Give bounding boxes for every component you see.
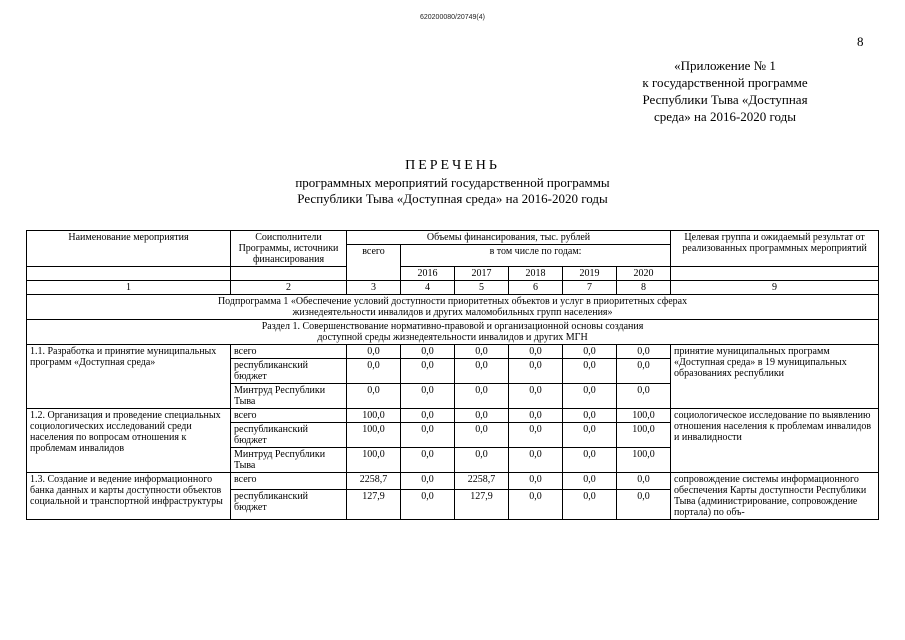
- column-index: 7: [563, 281, 617, 295]
- funding-source: всего: [231, 345, 347, 359]
- value-cell: 0,0: [347, 384, 401, 409]
- subprogram-title: Подпрограмма 1 «Обеспечение условий доступности приоритетных объектов и услуг в приоритетных сферах жизнедеятельности инвалидов и других маломобильных групп населения»: [27, 295, 879, 320]
- value-cell: 2258,7: [347, 473, 401, 490]
- appendix-line: «Приложение № 1: [674, 58, 776, 73]
- value-cell: 0,0: [509, 384, 563, 409]
- header-years-row: [27, 267, 879, 281]
- header-name-cont: [27, 267, 231, 281]
- value-cell: 0,0: [617, 345, 671, 359]
- table-row: [27, 473, 879, 490]
- value-cell: 0,0: [401, 473, 455, 490]
- funding-source: Минтруд Республики Тыва: [231, 384, 347, 409]
- column-index: 9: [671, 281, 879, 295]
- value-cell: 0,0: [563, 489, 617, 519]
- appendix-line: Республики Тыва «Доступная: [642, 92, 808, 107]
- column-index: 8: [617, 281, 671, 295]
- title-main: ПЕРЕЧЕНЬ: [405, 158, 500, 173]
- value-cell: 0,0: [509, 448, 563, 473]
- value-cell: 0,0: [509, 423, 563, 448]
- funding-source: республиканский бюджет: [231, 359, 347, 384]
- header-result: Целевая группа и ожидаемый результат от реализованных программных мероприятий: [671, 231, 879, 267]
- activity-name: 1.2. Организация и проведение специальных социологических исследований среди населения по вопросам отношения к проблемам инвалидов: [27, 409, 231, 473]
- header-total: всего: [347, 245, 401, 281]
- header-row: [27, 231, 879, 245]
- header-incl: в том числе по годам:: [401, 245, 671, 267]
- subprogram-row: [27, 295, 879, 320]
- value-cell: 0,0: [563, 384, 617, 409]
- funding-source: всего: [231, 473, 347, 490]
- column-index: 4: [401, 281, 455, 295]
- header-year: 2018: [509, 267, 563, 281]
- value-cell: 2258,7: [455, 473, 509, 490]
- header-name: Наименование мероприятия: [27, 231, 231, 267]
- value-cell: 0,0: [563, 409, 617, 423]
- value-cell: 0,0: [563, 345, 617, 359]
- value-cell: 0,0: [455, 345, 509, 359]
- activity-result: принятие муниципальных программ «Доступная среда» в 19 муниципальных образованиях республики: [671, 345, 879, 409]
- funding-source: республиканский бюджет: [231, 423, 347, 448]
- column-index: 1: [27, 281, 231, 295]
- value-cell: 0,0: [617, 359, 671, 384]
- section-title: Раздел 1. Совершенствование нормативно-правовой и организационной основы создания доступной среды жизнедеятельности инвалидов и других МГН: [27, 320, 879, 345]
- value-cell: 0,0: [563, 423, 617, 448]
- value-cell: 0,0: [401, 359, 455, 384]
- column-index: 3: [347, 281, 401, 295]
- column-index: 5: [455, 281, 509, 295]
- value-cell: 0,0: [509, 409, 563, 423]
- funding-source: всего: [231, 409, 347, 423]
- value-cell: 0,0: [563, 359, 617, 384]
- value-cell: 127,9: [347, 489, 401, 519]
- funding-source: Минтруд Республики Тыва: [231, 448, 347, 473]
- value-cell: 100,0: [347, 448, 401, 473]
- title-line: Республики Тыва «Доступная среда» на 2016-2020 годы: [297, 191, 608, 206]
- header-year: 2019: [563, 267, 617, 281]
- title-line: программных мероприятий государственной программы: [295, 175, 610, 190]
- value-cell: 0,0: [401, 345, 455, 359]
- appendix-note: [600, 57, 850, 125]
- column-index: 2: [231, 281, 347, 295]
- value-cell: 100,0: [617, 409, 671, 423]
- table-row: [27, 345, 879, 359]
- section-row: [27, 320, 879, 345]
- header-result-cont: [671, 267, 879, 281]
- value-cell: 0,0: [617, 384, 671, 409]
- table-row: [27, 409, 879, 423]
- header-coexec-cont: [231, 267, 347, 281]
- column-index-row: [27, 281, 879, 295]
- header-year: 2017: [455, 267, 509, 281]
- value-cell: 0,0: [455, 359, 509, 384]
- activity-result: социологическое исследование по выявлению отношения населения к проблемам инвалидов и инвалидности: [671, 409, 879, 473]
- page-number: 8: [857, 34, 864, 49]
- header-year: 2016: [401, 267, 455, 281]
- activity-name: 1.1. Разработка и принятие муниципальных программ «Доступная среда»: [27, 345, 231, 409]
- value-cell: 0,0: [347, 345, 401, 359]
- appendix-line: среда» на 2016-2020 годы: [653, 109, 797, 124]
- value-cell: 100,0: [347, 423, 401, 448]
- header-year: 2020: [617, 267, 671, 281]
- value-cell: 0,0: [347, 359, 401, 384]
- value-cell: 0,0: [401, 384, 455, 409]
- value-cell: 0,0: [509, 359, 563, 384]
- value-cell: 0,0: [509, 473, 563, 490]
- value-cell: 0,0: [401, 489, 455, 519]
- appendix-line: к государственной программе: [642, 75, 808, 90]
- value-cell: 0,0: [455, 384, 509, 409]
- document-title: [0, 158, 905, 207]
- value-cell: 100,0: [617, 448, 671, 473]
- activity-name: 1.3. Создание и ведение информационного банка данных и карты доступности объектов социальной и транспортной инфраструктуры: [27, 473, 231, 520]
- document-id: 620200080/20749(4): [419, 14, 485, 21]
- value-cell: 0,0: [455, 448, 509, 473]
- column-index: 6: [509, 281, 563, 295]
- value-cell: 100,0: [617, 423, 671, 448]
- value-cell: 0,0: [455, 409, 509, 423]
- activities-table: [26, 230, 879, 520]
- value-cell: 0,0: [617, 489, 671, 519]
- value-cell: 0,0: [563, 473, 617, 490]
- value-cell: 0,0: [617, 473, 671, 490]
- value-cell: 0,0: [401, 409, 455, 423]
- activity-result: сопровождение системы информационного обеспечения Карты доступности Республики Тыва (администрирование, сопровождение портала) по объ-: [671, 473, 879, 520]
- value-cell: 0,0: [455, 423, 509, 448]
- value-cell: 127,9: [455, 489, 509, 519]
- value-cell: 0,0: [509, 345, 563, 359]
- value-cell: 100,0: [347, 409, 401, 423]
- header-funding: Объемы финансирования, тыс. рублей: [347, 231, 671, 245]
- header-coexec: Соисполнители Программы, источники финансирования: [231, 231, 347, 267]
- value-cell: 0,0: [401, 423, 455, 448]
- value-cell: 0,0: [563, 448, 617, 473]
- value-cell: 0,0: [509, 489, 563, 519]
- value-cell: 0,0: [401, 448, 455, 473]
- funding-source: республиканский бюджет: [231, 489, 347, 519]
